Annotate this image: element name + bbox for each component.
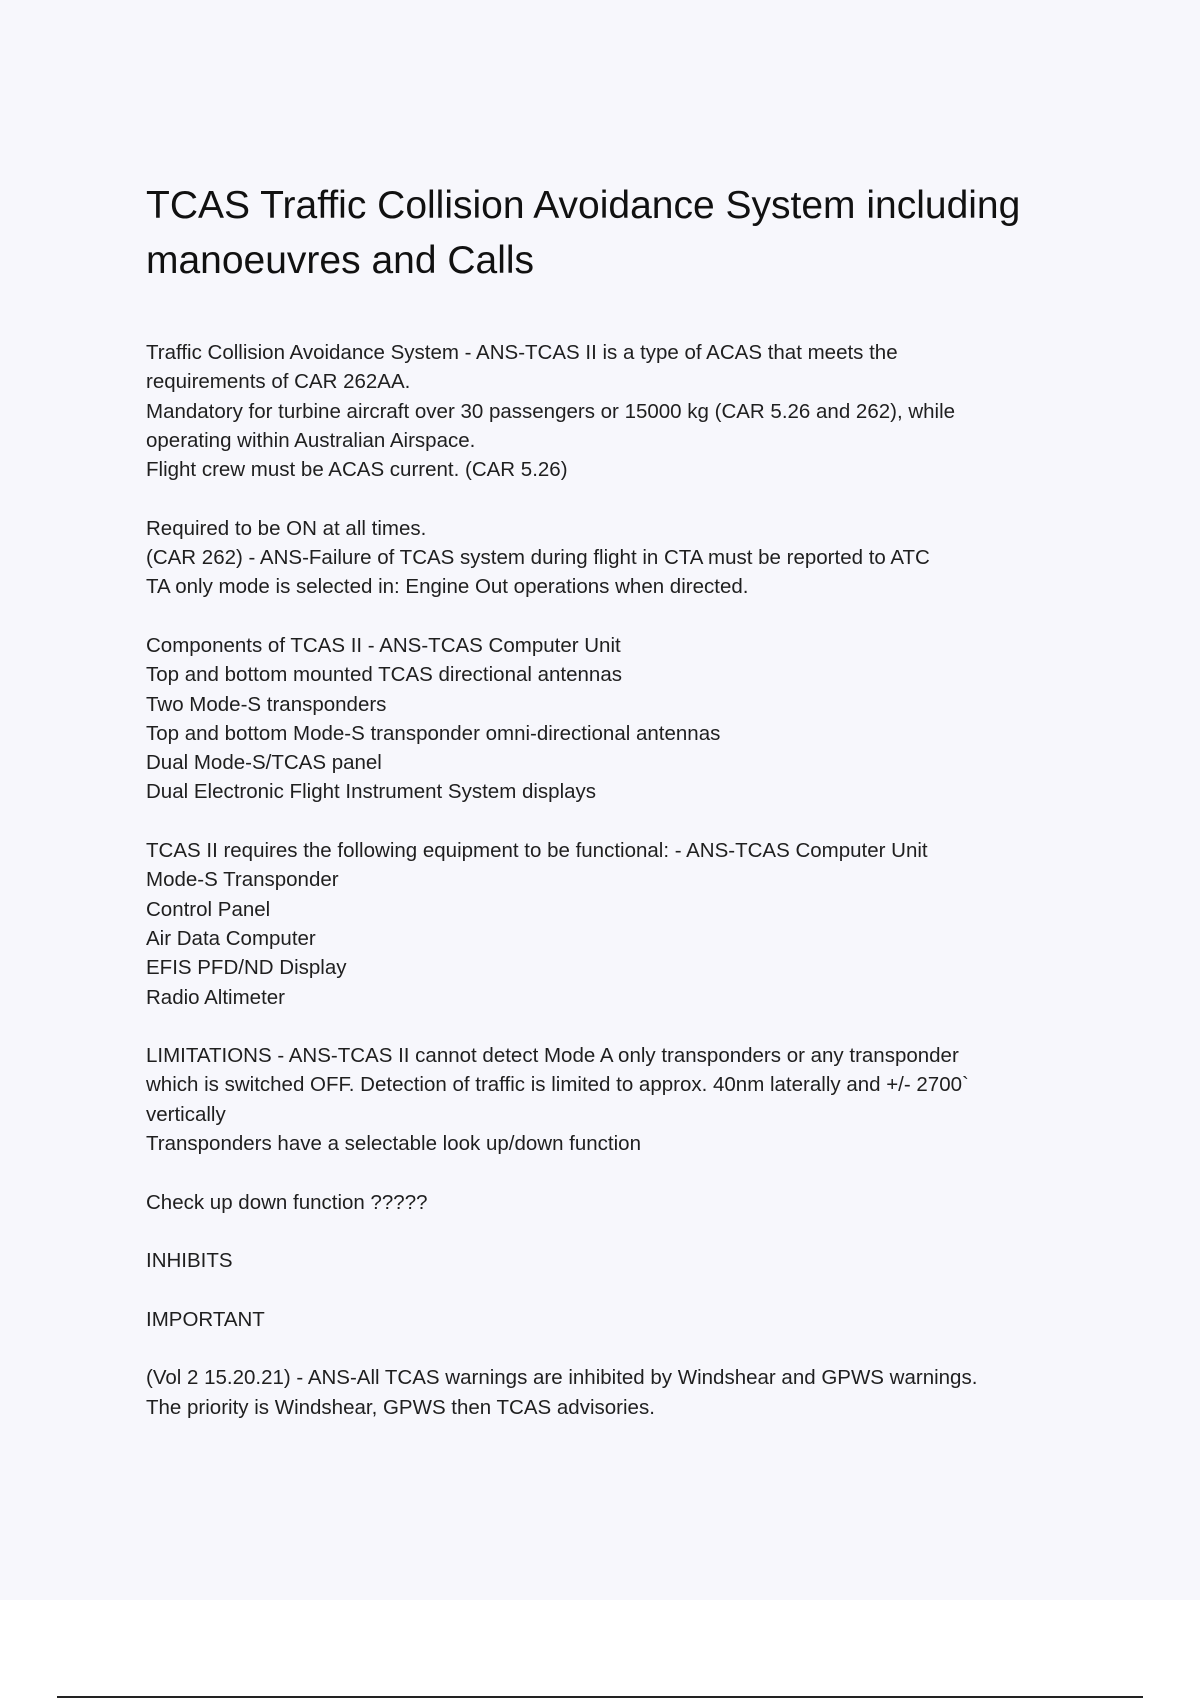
text-line: INHIBITS xyxy=(146,1249,233,1273)
text-line: (Vol 2 15.20.21) - ANS-All TCAS warnings are inhibited by Windshear and GPWS warnings. xyxy=(146,1366,978,1390)
text-line: Traffic Collision Avoidance System - ANS-TCAS II is a type of ACAS that meets the xyxy=(146,341,898,364)
paragraph-warning-priority xyxy=(146,1363,1076,1422)
text-line: Dual Electronic Flight Instrument System displays xyxy=(146,780,597,804)
text-line: The priority is Windshear, GPWS then TCAS advisories. xyxy=(146,1395,655,1419)
text-line: which is switched OFF. Detection of traffic is limited to approx. 40nm laterally and +/- 2700` xyxy=(146,1073,969,1097)
text-line: Top and bottom Mode-S transponder omni-directional antennas xyxy=(146,721,721,745)
footer-divider xyxy=(57,1696,1143,1698)
text-line: Control Panel xyxy=(146,897,271,921)
paragraph-operation-requirements xyxy=(146,514,1076,602)
text-line: Mode-S Transponder xyxy=(146,868,339,892)
title-line: manoeuvres and Calls xyxy=(146,239,535,282)
document-title xyxy=(146,178,1076,288)
text-line: Mandatory for turbine aircraft over 30 passengers or 15000 kg (CAR 5.26 and 262), while xyxy=(146,399,956,423)
text-line: Transponders have a selectable look up/down function xyxy=(146,1132,641,1156)
text-line: operating within Australian Airspace. xyxy=(146,428,476,452)
text-line: Flight crew must be ACAS current. (CAR 5.26) xyxy=(146,458,568,482)
paragraph-limitations xyxy=(146,1041,1076,1158)
document-content xyxy=(146,178,1076,1451)
heading-important xyxy=(146,1305,1076,1334)
text-line: requirements of CAR 262AA. xyxy=(146,370,411,394)
text-line: Two Mode-S transponders xyxy=(146,692,387,716)
text-line: Components of TCAS II - ANS-TCAS Computer Unit xyxy=(146,633,621,657)
paragraph-components xyxy=(146,631,1076,807)
text-line: EFIS PFD/ND Display xyxy=(146,956,347,980)
text-line: IMPORTANT xyxy=(146,1307,265,1331)
text-line: Radio Altimeter xyxy=(146,985,286,1009)
paragraph-required-equipment xyxy=(146,836,1076,1012)
text-line: Required to be ON at all times. xyxy=(146,516,427,540)
text-line: (CAR 262) - ANS-Failure of TCAS system during flight in CTA must be reported to ATC xyxy=(146,546,930,570)
text-line: vertically xyxy=(146,1102,226,1126)
text-line: TCAS II requires the following equipment to be functional: - ANS-TCAS Computer Unit xyxy=(146,839,928,863)
text-line: Dual Mode-S/TCAS panel xyxy=(146,751,382,775)
text-line: TA only mode is selected in: Engine Out operations when directed. xyxy=(146,575,749,599)
heading-inhibits xyxy=(146,1246,1076,1275)
title-line: TCAS Traffic Collision Avoidance System including xyxy=(146,184,1021,227)
text-line: LIMITATIONS - ANS-TCAS II cannot detect Mode A only transponders or any transponder xyxy=(146,1044,959,1068)
text-line: Check up down function ????? xyxy=(146,1190,428,1214)
paragraph-check-function xyxy=(146,1188,1076,1217)
paragraph-tcas-overview xyxy=(146,338,1076,484)
text-line: Top and bottom mounted TCAS directional antennas xyxy=(146,663,622,687)
text-line: Air Data Computer xyxy=(146,926,316,950)
